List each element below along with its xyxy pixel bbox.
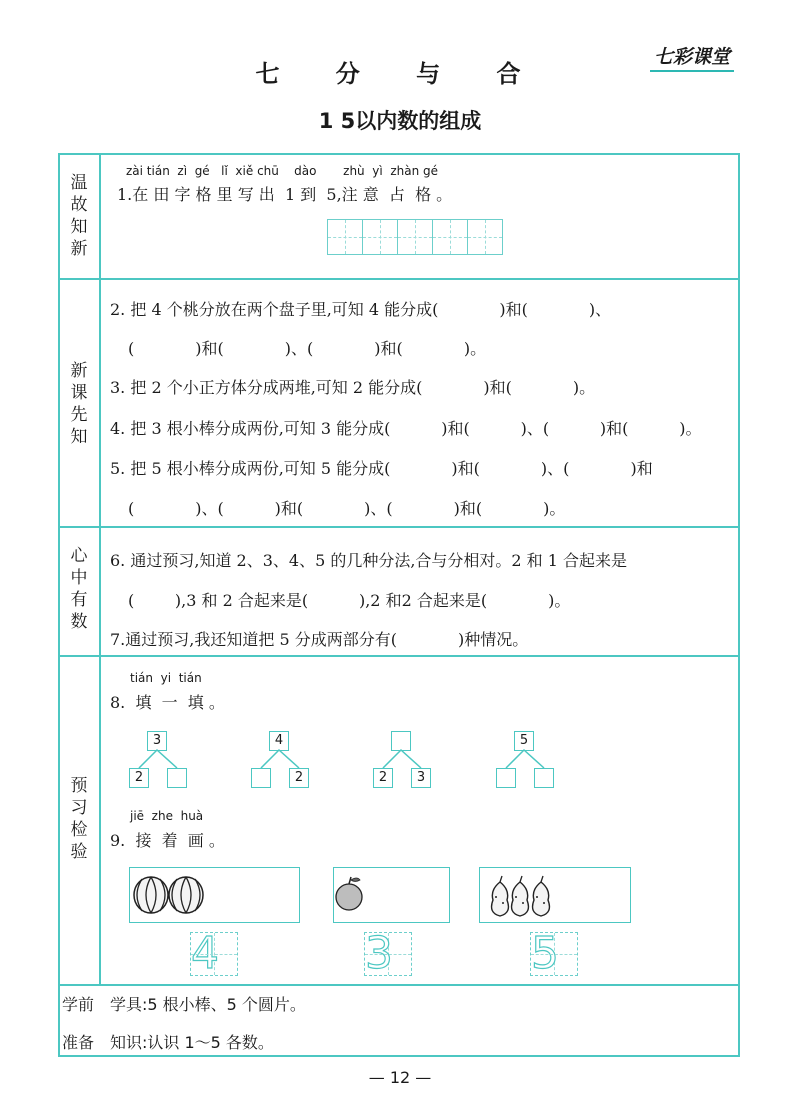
section-label-preview: 新课先知 — [70, 361, 88, 447]
tree-right-box[interactable]: 3 — [411, 768, 431, 788]
tree-left-box[interactable]: 2 — [129, 768, 149, 788]
tree-top-box[interactable]: 5 — [514, 731, 534, 751]
q3-line1: 3. 把 2 个小正方体分成两堆,可知 2 能分成( )和( )。 — [110, 378, 596, 397]
watermelon-icon — [134, 877, 168, 913]
q6-line2: ( ),3 和 2 合起来是( ),2 和2 合起来是( )。 — [128, 591, 571, 610]
pear-icon — [533, 876, 550, 916]
tree-left-box[interactable]: 2 — [373, 768, 393, 788]
lesson-title: 1 5以内数的组成 — [318, 109, 482, 133]
q5-line1: 5. 把 5 根小棒分成两份,可知 5 能分成( )和( )、( )和 — [110, 459, 653, 478]
tree-right-box[interactable]: 2 — [289, 768, 309, 788]
trace-digit: 3 — [365, 928, 393, 979]
q8-text: 8. 填 一 填 。 — [110, 693, 225, 712]
pear-icon — [492, 876, 509, 916]
tree-top-box[interactable]: 4 — [269, 731, 289, 751]
brand-logo: 七彩课堂 — [650, 42, 734, 72]
watermelon-icon — [169, 877, 203, 913]
page-number: — 12 — — [368, 1068, 432, 1087]
q9-pinyin: jiē zhe huà — [130, 809, 204, 823]
q6-line1: 6. 通过预习,知道 2、3、4、5 的几种分法,合与分相对。2 和 1 合起来是 — [110, 551, 628, 570]
q2-line2: ( )和( )、( )和( )。 — [128, 339, 487, 358]
section-label-mind: 心中有数 — [70, 546, 88, 632]
prep-tools: 学具:5 根小棒、5 个圆片。 — [110, 995, 306, 1014]
trace-grid[interactable] — [530, 928, 578, 979]
section-label-prep: 学前 — [62, 995, 95, 1014]
section-label-check: 预习检验 — [70, 776, 88, 862]
q8-pinyin: tián yi tián — [130, 671, 202, 685]
trace-grid[interactable] — [190, 928, 238, 979]
trace-digit: 5 — [531, 928, 559, 979]
q9-text: 9. 接 着 画 。 — [110, 831, 225, 850]
section-label-prep: 准备 — [62, 1033, 95, 1052]
q1-text: 1.在 田 字 格 里 写 出 1 到 5,注 意 占 格 。 — [117, 185, 453, 204]
apple-icon — [336, 877, 362, 910]
q4-line1: 4. 把 3 根小棒分成两份,可知 3 能分成( )和( )、( )和( )。 — [110, 419, 702, 438]
tree-top-box[interactable]: 3 — [147, 731, 167, 751]
pear-icon — [512, 876, 529, 916]
chapter-title: 七 分 与 合 — [255, 60, 545, 88]
q2-line1: 2. 把 4 个桃分放在两个盘子里,可知 4 能分成( )和( )、 — [110, 300, 612, 319]
q5-line2: ( )、( )和( )、( )和( )。 — [128, 499, 566, 518]
trace-grid[interactable] — [364, 928, 412, 979]
prep-knowledge: 知识:认识 1～5 各数。 — [110, 1033, 274, 1052]
section-label-review: 温故知新 — [70, 173, 88, 259]
trace-digit: 4 — [191, 928, 219, 979]
q1-pinyin: zài tián zì gé lǐ xiě chū dào zhù yì zhàn gé — [126, 164, 439, 178]
q7-line1: 7.通过预习,我还知道把 5 分成两部分有( )种情况。 — [110, 630, 529, 649]
